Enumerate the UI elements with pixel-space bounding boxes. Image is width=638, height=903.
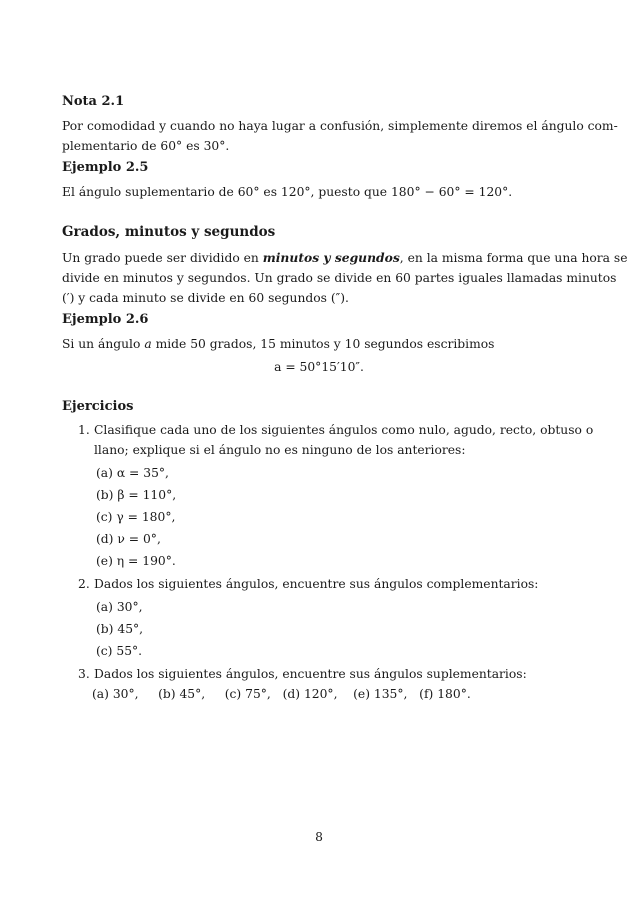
- ejercicio-1-number: 1.: [78, 423, 90, 437]
- nota-title: Nota 2.1: [62, 94, 125, 109]
- section-line-1-c: , en la misma forma que una hora se: [399, 251, 628, 265]
- ejemplo-2-6-formula: a = 50°15′10″.: [274, 360, 364, 374]
- ejercicio-1-line-1: [78, 420, 593, 440]
- page-number: 8: [315, 830, 323, 844]
- section-line-1: [62, 248, 628, 268]
- ejercicio-3-item-c: (c) 75°,: [224, 687, 271, 701]
- ejercicio-2-item-c: (c) 55°.: [96, 644, 143, 658]
- ejercicio-3-text: Dados los siguientes ángulos, encuentre sus ángulos suplementarios:: [94, 667, 527, 681]
- section-line-1-a: Un grado puede ser dividido en: [62, 251, 263, 265]
- ejemplo-2-6-title: Ejemplo 2.6: [62, 312, 149, 327]
- ejercicio-3-items: [92, 684, 471, 704]
- ejemplo-2-6-text: [62, 334, 494, 354]
- section-emphasis: minutos y segundos: [262, 250, 400, 265]
- ejercicio-1-item-b: (b) β = 110°,: [96, 488, 177, 502]
- ejercicio-3-item-b: (b) 45°,: [158, 687, 206, 701]
- nota-line-2: plementario de 60° es 30°.: [62, 139, 230, 153]
- ejercicio-3-item-d: (d) 120°,: [282, 687, 338, 701]
- ejercicios-title: Ejercicios: [62, 399, 134, 414]
- ejercicio-3-line-1: [78, 664, 527, 684]
- ejercicio-2-number: 2.: [78, 577, 90, 591]
- ejemplo-2-6-var: a: [144, 337, 152, 351]
- ejercicio-3-item-a: (a) 30°,: [92, 687, 139, 701]
- ejemplo-2-5-text: El ángulo suplementario de 60° es 120°, puesto que 180° − 60° = 120°.: [62, 185, 513, 199]
- ejercicio-1-item-d: (d) ν = 0°,: [96, 532, 161, 546]
- nota-line-1: Por comodidad y cuando no haya lugar a confusión, simplemente diremos el ángulo com-: [62, 119, 618, 133]
- ejemplo-2-5-title: Ejemplo 2.5: [62, 160, 149, 175]
- ejercicio-3-item-e: (e) 135°,: [353, 687, 408, 701]
- section-line-3: (′) y cada minuto se divide en 60 segundos (″).: [62, 291, 349, 305]
- ejercicio-2-text: Dados los siguientes ángulos, encuentre sus ángulos complementarios:: [94, 577, 539, 591]
- ejercicio-2-item-a: (a) 30°,: [96, 600, 143, 614]
- ejercicio-3-item-f: (f) 180°.: [419, 687, 471, 701]
- ejemplo-2-6-post: mide 50 grados, 15 minutos y 10 segundos escribimos: [151, 337, 495, 351]
- ejercicio-1-line-2: llano; explique si el ángulo no es ninguno de los anteriores:: [94, 443, 466, 457]
- ejercicio-1-item-e: (e) η = 190°.: [96, 554, 176, 568]
- section-title: Grados, minutos y segundos: [62, 224, 276, 240]
- ejercicio-3-number: 3.: [78, 667, 90, 681]
- ejercicio-1-item-c: (c) γ = 180°,: [96, 510, 176, 524]
- ejercicio-2-item-b: (b) 45°,: [96, 622, 144, 636]
- ejercicio-1-text-1: Clasifique cada uno de los siguientes ángulos como nulo, agudo, recto, obtuso o: [94, 423, 594, 437]
- ejemplo-2-6-pre: Si un ángulo: [62, 337, 145, 351]
- ejercicio-2-line-1: [78, 574, 538, 594]
- section-line-2: divide en minutos y segundos. Un grado se divide en 60 partes iguales llamadas minutos: [62, 271, 617, 285]
- ejercicio-1-item-a: (a) α = 35°,: [96, 466, 169, 480]
